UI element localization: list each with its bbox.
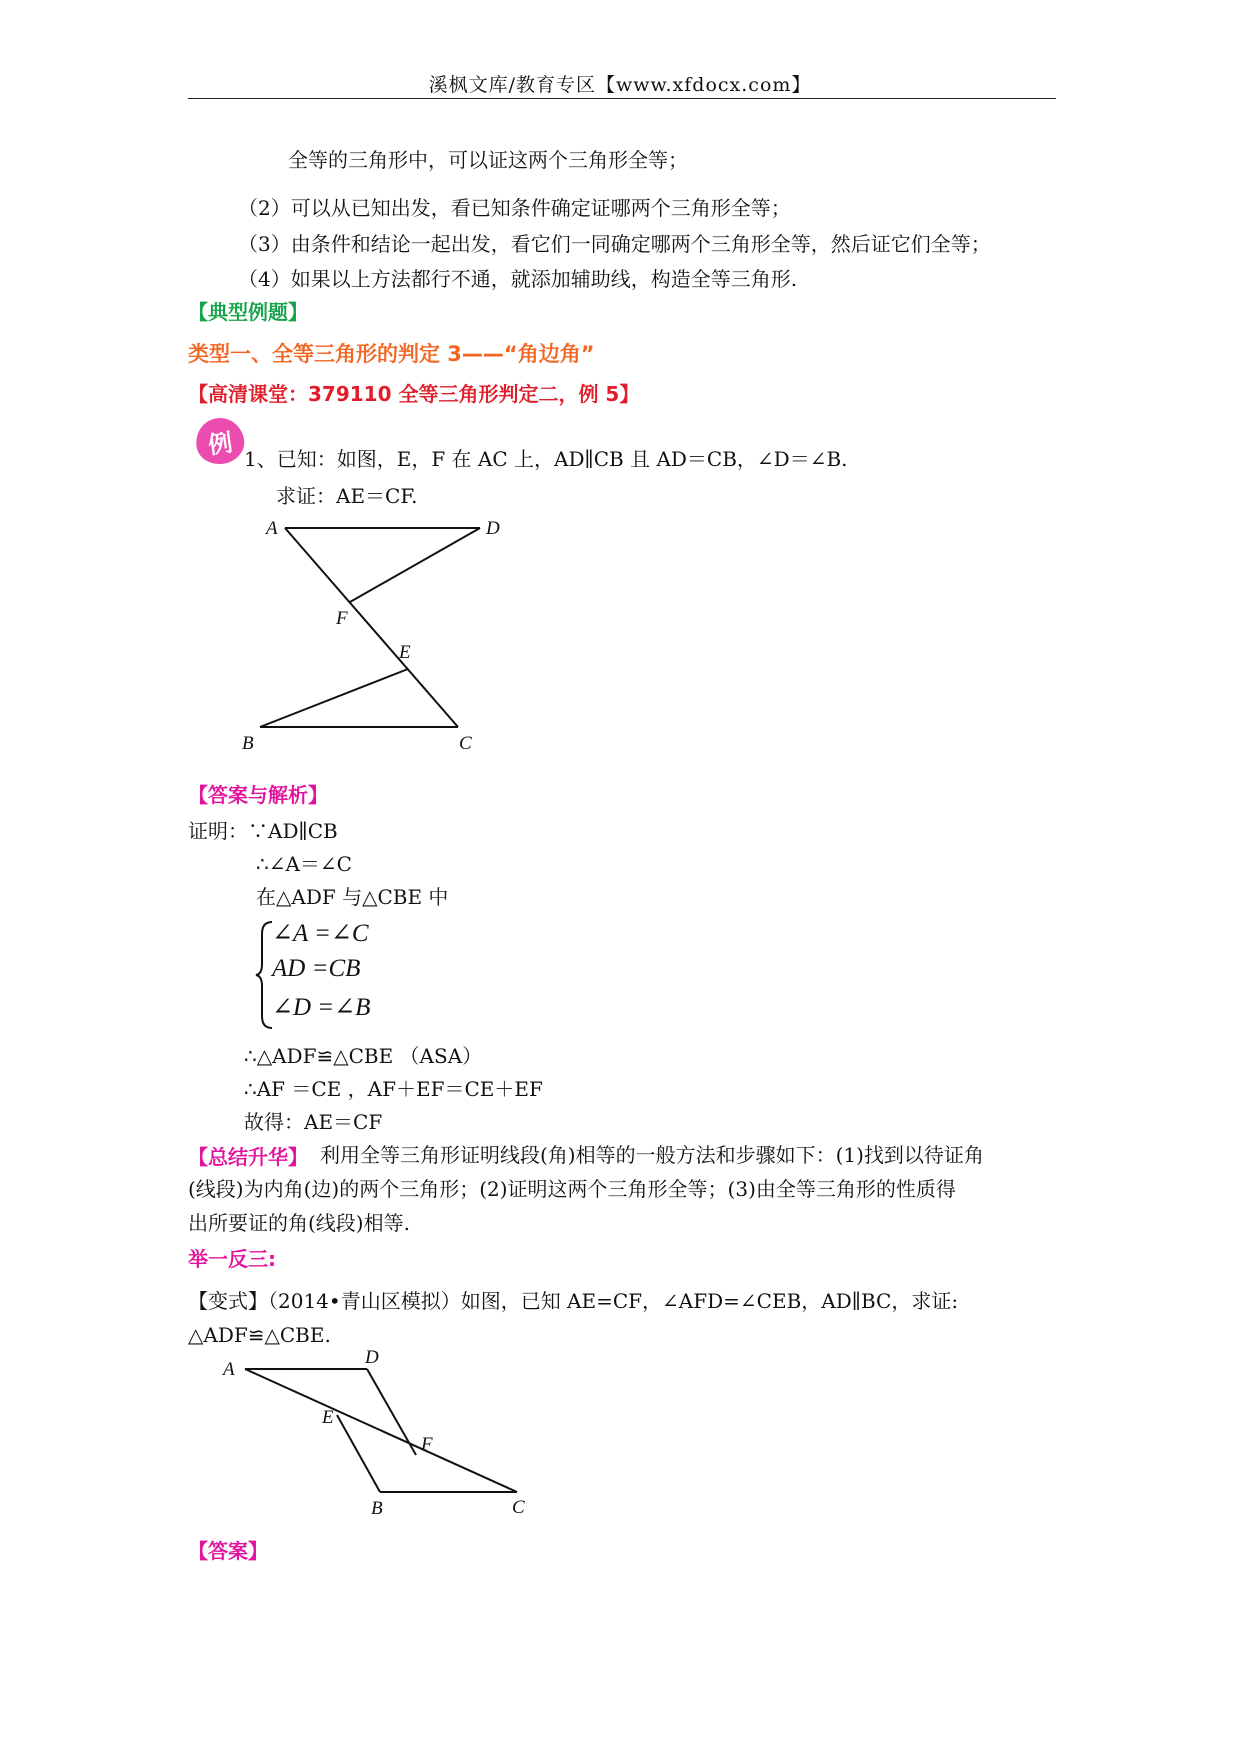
segment-ac — [285, 528, 458, 727]
system-line-3: ∠D =∠B — [272, 994, 371, 1021]
proof-line-4: ∴△ADF≌△CBE （ASA） — [244, 1044, 483, 1068]
figure-2-label-d: D — [365, 1347, 379, 1368]
variant-line-1: 【变式】（2014•青山区模拟）如图，已知 AE=CF，∠AFD=∠CEB，AD∥BC，求证: — [188, 1289, 959, 1313]
segment-eb — [260, 669, 408, 727]
figure-2-label-b: B — [371, 1498, 383, 1519]
proof-line-5: ∴AF ＝CE ，AF＋EF＝CE＋EF — [244, 1077, 543, 1101]
segment-df — [367, 1369, 416, 1455]
example-badge-icon: 例 — [193, 415, 247, 467]
type-title: 类型一、全等三角形的判定 3——“角边角” — [188, 342, 595, 366]
section-title: 【典型例题】 — [188, 300, 308, 324]
summary-line-3: 出所要证的角(线段)相等. — [188, 1211, 410, 1235]
header-divider — [188, 98, 1056, 99]
answer-title: 【答案与解析】 — [188, 783, 328, 807]
variant-line-2: △ADF≌△CBE. — [188, 1323, 331, 1347]
practice-title: 举一反三: — [188, 1247, 276, 1271]
figure-1-diagram — [230, 510, 520, 755]
intro-line-1: 全等的三角形中，可以证这两个三角形全等； — [288, 148, 688, 172]
summary-label: 【总结升华】 — [188, 1145, 308, 1169]
final-answer-title: 【答案】 — [188, 1539, 268, 1563]
intro-line-2: （2）可以从已知出发，看已知条件确定证哪两个三角形全等； — [238, 196, 791, 220]
figure-2-label-c: C — [512, 1497, 525, 1518]
figure-1-label-c: C — [459, 733, 472, 754]
figure-2-label-a: A — [223, 1359, 235, 1380]
class-reference: 【高清课堂：379110 全等三角形判定二，例 5】 — [188, 382, 640, 406]
proof-line-1: 证明：∵AD∥CB — [188, 819, 338, 843]
figure-2-diagram — [215, 1345, 545, 1520]
summary-line-1: 利用全等三角形证明线段(角)相等的一般方法和步骤如下：(1)找到以待证角 — [320, 1143, 984, 1167]
intro-line-4: （4）如果以上方法都行不通，就添加辅助线，构造全等三角形. — [238, 267, 798, 291]
figure-1-label-a: A — [266, 518, 278, 539]
system-line-2: AD =CB — [272, 955, 361, 982]
figure-1-label-f: F — [336, 608, 348, 629]
proof-line-3: 在△ADF 与△CBE 中 — [256, 885, 449, 909]
page-header: 溪枫文库/教育专区【www.xfdocx.com】 — [428, 74, 812, 96]
figure-1-label-e: E — [399, 642, 411, 663]
segment-ac — [245, 1369, 517, 1492]
figure-1-label-b: B — [242, 733, 254, 754]
summary-line-2: (线段)为内角(边)的两个三角形；(2)证明这两个三角形全等；(3)由全等三角形的性质得 — [188, 1177, 956, 1201]
proof-line-6: 故得：AE＝CF — [244, 1110, 383, 1134]
figure-2-label-e: E — [322, 1407, 334, 1428]
problem-goal: 求证：AE＝CF. — [276, 484, 418, 508]
figure-1-label-d: D — [486, 518, 500, 539]
segment-df — [350, 528, 480, 602]
proof-line-2: ∴∠A＝∠C — [256, 852, 352, 876]
intro-line-3: （3）由条件和结论一起出发，看它们一同确定哪两个三角形全等，然后证它们全等； — [238, 232, 991, 256]
system-line-1: ∠A =∠C — [272, 920, 369, 947]
figure-2-label-f: F — [421, 1434, 433, 1455]
problem-statement: 1、已知：如图，E，F 在 AC 上，AD∥CB 且 AD＝CB，∠D＝∠B. — [244, 447, 848, 471]
